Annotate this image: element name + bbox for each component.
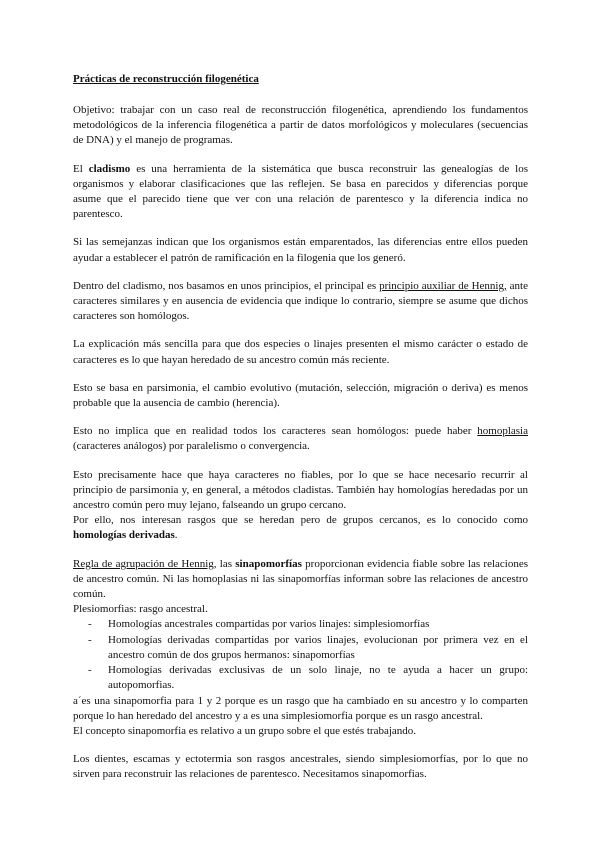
semejanzas-paragraph: Si las semejanzas indican que los organismos están emparentados, las diferencias entre ellos pueden ayudar a establecer el patrón de ramificación en la filogenia que los generó.	[73, 236, 528, 264]
cladismo-text-c: es una herramienta de la sistemática que busca reconstruir las genealogías de los organismos y elaborar clasificaciones que las reflejen. Se basa en parecidos y diferencias porque asume que el parecido tiene que ver con una relación de parentesco y la diferencia indica no parentesco.	[73, 162, 528, 221]
homoplasia-paragraph	[73, 424, 528, 454]
list-item: - Homologías ancestrales compartidas por varios linajes: simplesiomorfías	[108, 617, 528, 632]
cladismo-text-a: El	[73, 162, 89, 175]
objective-paragraph: Objetivo: trabajar con un caso real de reconstrucción filogenética, aprendiendo los fundamentos metodológicos de la inferencia filogenética a partir de datos morfológicos y moleculares (secuencias de DNA) y el manejo de programas.	[73, 104, 528, 147]
hennig-text-a: Dentro del cladismo, nos basamos en unos principios, el principal es	[73, 279, 380, 292]
explicacion-paragraph: La explicación más sencilla para que dos especies o linajes presenten el mismo carácter o estado de caracteres es lo que hayan heredado de su ancestro común más reciente.	[73, 338, 528, 366]
homologias-derivadas-term: homologías derivadas	[73, 529, 175, 542]
sinapomorfias-term: sinapomorfías	[235, 557, 302, 570]
cladismo-term: cladismo	[88, 162, 131, 175]
homoplasia-term: homoplasia	[477, 425, 528, 438]
regla-text-d: proporcionan evidencia fiable sobre las relaciones de ancestro común. Ni las homoplasias ni las sinapomorfías informan sobre las relaciones de ancestro común.	[73, 557, 528, 601]
cladismo-paragraph	[73, 162, 528, 223]
regla-paragraph	[73, 557, 528, 603]
precisamente-paragraph: Esto precisamente hace que haya caracteres no fiables, por lo que se hace necesario recurrir al principio de parsimonia y, en general, a métodos cladistas. También hay homologías heredadas por un ancestro común pero muy lejano, falseando un grupo cercano.	[73, 468, 528, 512]
list-item: - Homologías derivadas exclusivas de un solo linaje, no te ayuda a hacer un grupo: autopomorfias.	[108, 663, 528, 693]
list-item: - Homologías derivadas compartidas por varios linajes, evolucionan por primera vez en el ancestro común de dos grupos hermanos: sinapomorfías	[108, 633, 528, 663]
hennig-text-c: ante caracteres similares y en ausencia de evidencia que indique lo contrario, siempre se asume que dichos caracteres son homólogos.	[73, 279, 528, 323]
plesiomorfias-line: Plesiomorfias: rasgo ancestral.	[73, 603, 208, 616]
dientes-paragraph: Los dientes, escamas y ectotermia son rasgos ancestrales, siendo simplesiomorfías, por lo que no sirven para reconstruir las relaciones de parentesco. Necesitamos sinapomorfias.	[73, 753, 528, 781]
regla-term: Regla de agrupación de Hennig,	[73, 557, 217, 570]
homoplasia-text-a: Esto no implica que en realidad todos los caracteres sean homólogos: puede haber	[73, 425, 478, 438]
concepto-paragraph: El concepto sinapomorfia es relativo a un grupo sobre el que estés trabajando.	[73, 724, 417, 737]
homoplasia-text-c: (caracteres análogos) por paralelismo o convergencia.	[73, 440, 310, 453]
hennig-principle-term: principio auxiliar de Hennig,	[379, 279, 507, 292]
interesan-text-a: Por ello, nos interesan rasgos que se heredan pero de grupos cercanos, es lo conocido como	[73, 514, 528, 527]
regla-text-b: las	[216, 557, 236, 570]
parsimonia-paragraph: Esto se basa en parsimonia, el cambio evolutivo (mutación, selección, migración o deriva) es menos probable que la ausencia de cambio (herencia).	[73, 381, 528, 410]
interesan-paragraph	[73, 513, 528, 543]
hennig-paragraph	[73, 279, 528, 325]
a-prima-paragraph: a´es una sinapomorfia para 1 y 2 porque es un rasgo que ha cambiado en su ancestro y lo comparten porque lo han heredado del ancestro y a es una simplesiomorfia porque es un rasgo ancestral.	[73, 694, 528, 722]
page-title: Prácticas de reconstrucción filogenética	[73, 73, 259, 85]
homology-list	[73, 617, 528, 693]
interesan-text-c: .	[174, 529, 178, 542]
